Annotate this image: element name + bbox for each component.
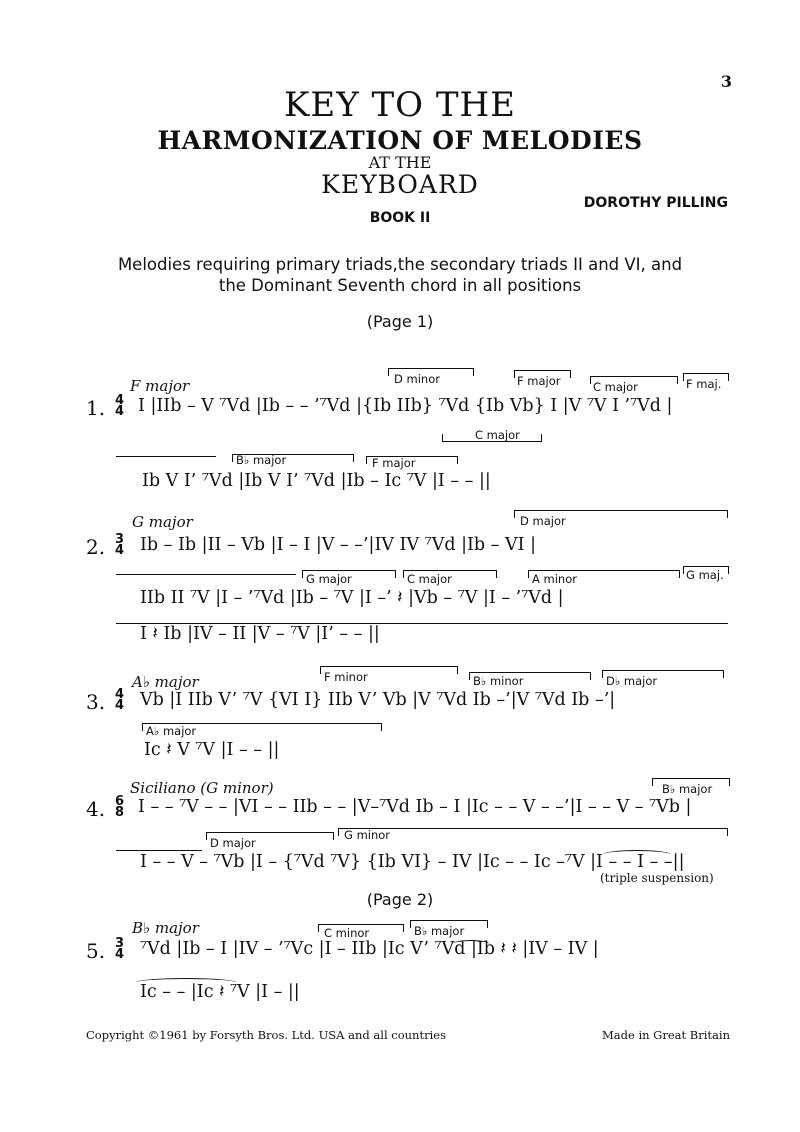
time-signature: 4 4 bbox=[115, 393, 125, 419]
harmony-line: I 𝄽 Ib |IV – II |V – ⁷V |I’ – – || bbox=[140, 624, 380, 644]
harmony-line: I – – V – ⁷Vb |I – {⁷Vd ⁷V} {Ib VI} – IV |Ic – – Ic –⁷V |I – – I – –|| bbox=[140, 852, 685, 872]
modulation-tag: D minor bbox=[394, 372, 440, 386]
modulation-tag: G minor bbox=[344, 828, 391, 842]
modulation-tag: F major bbox=[372, 456, 416, 470]
title-line-1: KEY TO THE bbox=[284, 85, 516, 125]
exercise-number: 5. bbox=[86, 939, 106, 963]
harmony-line: ⁷Vd |Ib – I |IV – ’⁷Vc |I – IIb |Ic V’ ⁷Vd |Ib 𝄽 𝄽 |IV – IV | bbox=[140, 939, 599, 959]
time-signature: 3 4 bbox=[115, 532, 125, 558]
modulation-tag: D♭ major bbox=[606, 674, 658, 688]
modulation-tag: C major bbox=[407, 572, 452, 586]
page-number: 3 bbox=[720, 72, 732, 91]
modulation-tag: A♭ major bbox=[146, 724, 197, 738]
modulation-tag: F major bbox=[517, 374, 561, 388]
key-signature-label: F major bbox=[130, 377, 190, 395]
title-line-4: KEYBOARD bbox=[321, 170, 479, 199]
exercise-number: 4. bbox=[86, 797, 106, 821]
key-signature-label: G major bbox=[132, 513, 193, 531]
harmony-line: Vb |I IIb V’ ⁷V {VI I} IIb V’ Vb |V ⁷Vd Ib –’|V ⁷Vd Ib –’| bbox=[140, 690, 616, 710]
harmony-line: I |IIb – V ⁷Vd |Ib – – ’⁷Vd |{Ib IIb} ⁷Vd {Ib Vb} I |V ⁷V I ’⁷Vd | bbox=[138, 396, 673, 416]
key-signature-label: A♭ major bbox=[132, 673, 199, 691]
title-line-3: AT THE bbox=[368, 153, 432, 172]
title-line-2: HARMONIZATION OF MELODIES bbox=[157, 126, 643, 155]
modulation-tag: B♭ minor bbox=[473, 674, 524, 688]
page-ref-1: (Page 1) bbox=[366, 312, 434, 331]
time-signature: 6 8 bbox=[115, 794, 125, 820]
harmony-line: IIb II ⁷V |I – ’⁷Vd |Ib – ⁷V |I –’ 𝄽 |Vb – ⁷V |I – ’⁷Vd | bbox=[140, 588, 564, 608]
modulation-tag: C major bbox=[593, 380, 638, 394]
harmony-line: I – – ⁷V – – |VI – – IIb – – |V–⁷Vd Ib – I |Ic – – V – –’|I – – V – ⁷Vb | bbox=[138, 797, 692, 817]
key-signature-label: B♭ major bbox=[132, 919, 199, 937]
modulation-tag: B♭ major bbox=[662, 782, 713, 796]
harmony-line: Ib – Ib |II – Vb |I – I |V – –’|IV IV ⁷Vd |Ib – VI | bbox=[140, 535, 536, 555]
exercise-number: 2. bbox=[86, 535, 106, 559]
key-signature-label: Siciliano (G minor) bbox=[130, 779, 274, 797]
modulation-tag: G major bbox=[306, 572, 352, 586]
subtitle-line-1: Melodies requiring primary triads,the secondary triads II and VI, and bbox=[117, 255, 683, 274]
modulation-tag: G maj. bbox=[686, 568, 724, 582]
modulation-tag: F maj. bbox=[686, 377, 722, 391]
modulation-tag: B♭ major bbox=[236, 453, 287, 467]
page-ref-2: (Page 2) bbox=[366, 890, 434, 909]
modulation-tag: F minor bbox=[324, 670, 368, 684]
time-signature: 3 4 bbox=[115, 936, 125, 962]
harmony-line: Ib V I’ ⁷Vd |Ib V I’ ⁷Vd |Ib – Ic ⁷V |I – – || bbox=[142, 471, 491, 491]
modulation-tag: B♭ major bbox=[414, 924, 465, 938]
modulation-tag: A minor bbox=[532, 572, 577, 586]
copyright-notice: Copyright ©1961 by Forsyth Bros. Ltd. USA and all countries bbox=[86, 1028, 446, 1042]
annotation-triple-suspension: (triple suspension) bbox=[600, 871, 714, 885]
harmony-line: Ic – – |Ic 𝄽 ⁷V |I – || bbox=[140, 982, 300, 1002]
book-label: BOOK II bbox=[369, 210, 431, 226]
modulation-tag: C minor bbox=[324, 926, 370, 940]
time-signature: 4 4 bbox=[115, 687, 125, 713]
modulation-tag: C major bbox=[475, 428, 520, 442]
made-in-label: Made in Great Britain bbox=[601, 1028, 730, 1042]
exercise-number: 1. bbox=[86, 396, 106, 420]
modulation-tag: D major bbox=[210, 836, 256, 850]
subtitle-line-2: the Dominant Seventh chord in all positions bbox=[218, 276, 582, 295]
harmony-line: Ic 𝄽 V ⁷V |I – – || bbox=[144, 740, 280, 760]
author: DOROTHY PILLING bbox=[583, 195, 728, 211]
exercise-number: 3. bbox=[86, 690, 106, 714]
modulation-tag: D major bbox=[520, 514, 566, 528]
